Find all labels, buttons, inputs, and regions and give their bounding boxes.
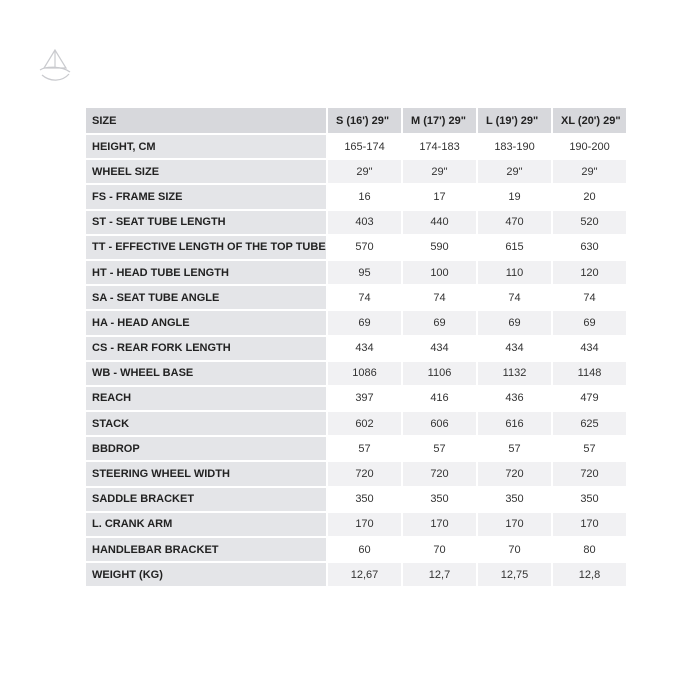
size-geometry-table (84, 106, 628, 588)
table-row (86, 462, 626, 485)
row-value: 183-190 (478, 135, 551, 158)
table-row (86, 261, 626, 284)
table-row (86, 160, 626, 183)
row-value: 16 (328, 185, 401, 208)
row-value: 470 (478, 211, 551, 234)
row-value: 70 (403, 538, 476, 561)
table-row (86, 437, 626, 460)
header-size-cell: L (19') 29" (478, 108, 551, 133)
row-value: 100 (403, 261, 476, 284)
table-row (86, 412, 626, 435)
row-value: 625 (553, 412, 626, 435)
row-value: 74 (478, 286, 551, 309)
row-label: HEIGHT, CM (86, 135, 326, 158)
table-row (86, 513, 626, 536)
row-value: 350 (403, 488, 476, 511)
table-row (86, 286, 626, 309)
row-value: 20 (553, 185, 626, 208)
header-size-cell: S (16') 29" (328, 108, 401, 133)
row-value: 17 (403, 185, 476, 208)
row-value: 1086 (328, 362, 401, 385)
row-value: 80 (553, 538, 626, 561)
row-value: 416 (403, 387, 476, 410)
row-value: 110 (478, 261, 551, 284)
row-value: 29" (328, 160, 401, 183)
row-value: 602 (328, 412, 401, 435)
row-label: TT - EFFECTIVE LENGTH OF THE TOP TUBE (86, 236, 326, 259)
row-value: 174-183 (403, 135, 476, 158)
row-label: ST - SEAT TUBE LENGTH (86, 211, 326, 234)
row-value: 1106 (403, 362, 476, 385)
row-value: 12,8 (553, 563, 626, 586)
row-label: L. CRANK ARM (86, 513, 326, 536)
row-value: 397 (328, 387, 401, 410)
table-row (86, 337, 626, 360)
row-value: 95 (328, 261, 401, 284)
table-row (86, 311, 626, 334)
row-value: 165-174 (328, 135, 401, 158)
row-value: 29" (478, 160, 551, 183)
table-row (86, 387, 626, 410)
row-value: 29" (553, 160, 626, 183)
table-row (86, 236, 626, 259)
row-value: 520 (553, 211, 626, 234)
table-row (86, 538, 626, 561)
row-value: 170 (403, 513, 476, 536)
row-value: 120 (553, 261, 626, 284)
row-value: 350 (328, 488, 401, 511)
table-row (86, 488, 626, 511)
row-value: 29" (403, 160, 476, 183)
row-value: 436 (478, 387, 551, 410)
row-value: 12,75 (478, 563, 551, 586)
row-value: 720 (403, 462, 476, 485)
row-value: 12,7 (403, 563, 476, 586)
table-row (86, 563, 626, 586)
row-value: 70 (478, 538, 551, 561)
row-value: 69 (328, 311, 401, 334)
table-row (86, 362, 626, 385)
table-header-row (86, 108, 626, 133)
row-value: 69 (403, 311, 476, 334)
row-value: 440 (403, 211, 476, 234)
row-label: WHEEL SIZE (86, 160, 326, 183)
row-value: 350 (478, 488, 551, 511)
row-value: 170 (328, 513, 401, 536)
row-value: 630 (553, 236, 626, 259)
row-value: 170 (553, 513, 626, 536)
row-value: 615 (478, 236, 551, 259)
row-value: 74 (553, 286, 626, 309)
row-value: 606 (403, 412, 476, 435)
row-value: 190-200 (553, 135, 626, 158)
row-value: 57 (328, 437, 401, 460)
table-row (86, 211, 626, 234)
row-value: 57 (478, 437, 551, 460)
row-label: HA - HEAD ANGLE (86, 311, 326, 334)
row-value: 57 (553, 437, 626, 460)
row-value: 434 (328, 337, 401, 360)
row-value: 616 (478, 412, 551, 435)
row-value: 434 (553, 337, 626, 360)
row-label: CS - REAR FORK LENGTH (86, 337, 326, 360)
row-label: BBDROP (86, 437, 326, 460)
row-value: 720 (478, 462, 551, 485)
brand-logo-icon (36, 46, 74, 84)
row-label: WEIGHT (KG) (86, 563, 326, 586)
row-label: HANDLEBAR BRACKET (86, 538, 326, 561)
row-label: SA - SEAT TUBE ANGLE (86, 286, 326, 309)
header-label-cell: SIZE (86, 108, 326, 133)
header-size-cell: XL (20') 29" (553, 108, 626, 133)
row-value: 403 (328, 211, 401, 234)
row-label: SADDLE BRACKET (86, 488, 326, 511)
row-value: 12,67 (328, 563, 401, 586)
row-label: STACK (86, 412, 326, 435)
row-value: 350 (553, 488, 626, 511)
row-value: 1148 (553, 362, 626, 385)
row-value: 479 (553, 387, 626, 410)
row-value: 19 (478, 185, 551, 208)
row-value: 69 (478, 311, 551, 334)
row-label: FS - FRAME SIZE (86, 185, 326, 208)
row-value: 69 (553, 311, 626, 334)
row-value: 570 (328, 236, 401, 259)
table-row (86, 135, 626, 158)
row-label: WB - WHEEL BASE (86, 362, 326, 385)
row-value: 1132 (478, 362, 551, 385)
table-row (86, 185, 626, 208)
row-value: 74 (328, 286, 401, 309)
row-value: 170 (478, 513, 551, 536)
row-value: 60 (328, 538, 401, 561)
row-value: 590 (403, 236, 476, 259)
row-value: 720 (553, 462, 626, 485)
row-value: 57 (403, 437, 476, 460)
row-value: 720 (328, 462, 401, 485)
row-label: STEERING WHEEL WIDTH (86, 462, 326, 485)
row-value: 434 (478, 337, 551, 360)
row-label: HT - HEAD TUBE LENGTH (86, 261, 326, 284)
header-size-cell: M (17') 29" (403, 108, 476, 133)
row-label: REACH (86, 387, 326, 410)
row-value: 74 (403, 286, 476, 309)
row-value: 434 (403, 337, 476, 360)
